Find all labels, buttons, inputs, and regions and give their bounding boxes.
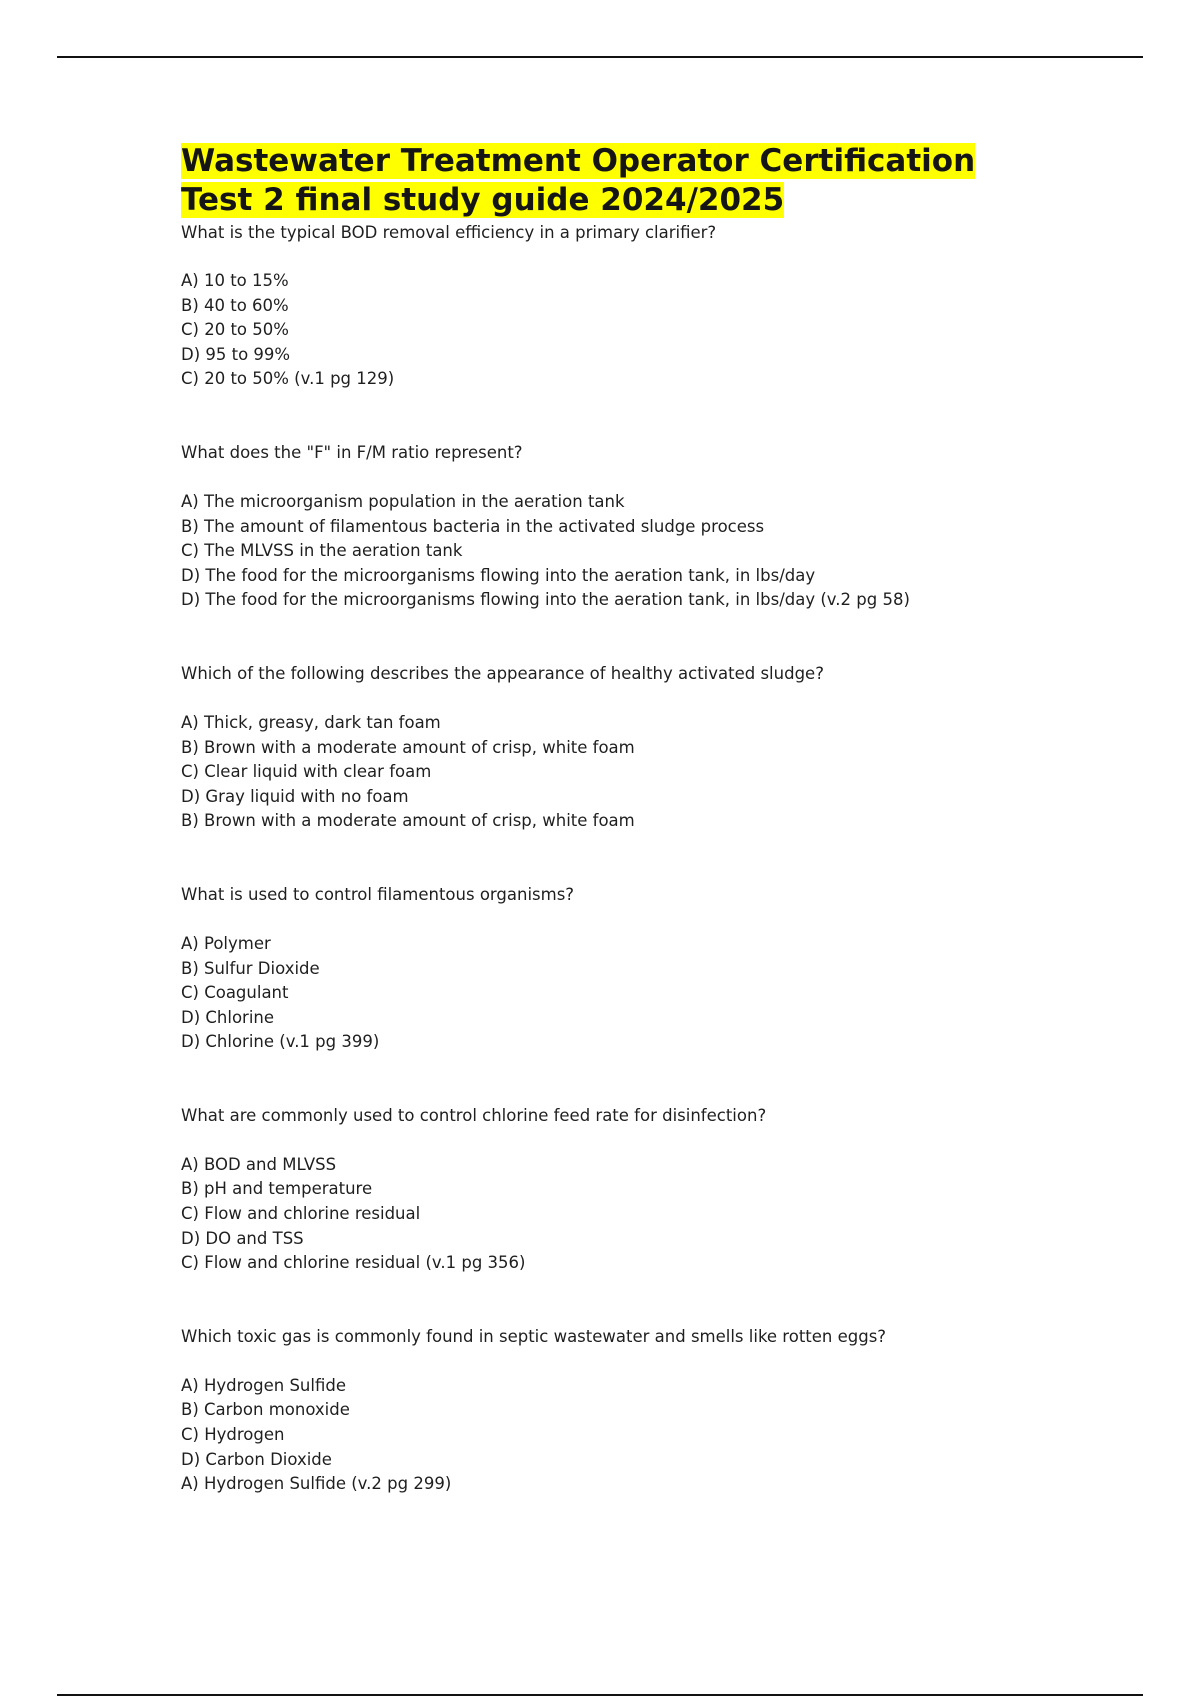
question-block-6	[181, 1326, 1061, 1497]
document-title	[181, 142, 1061, 220]
option-c: C) Coagulant	[181, 983, 289, 1003]
option-c: C) 20 to 50%	[181, 320, 289, 340]
answer-line: D) Chlorine (v.1 pg 399)	[181, 1032, 380, 1052]
option-c: C) The MLVSS in the aeration tank	[181, 541, 463, 561]
options-list	[181, 269, 1061, 392]
header-rule	[57, 56, 1143, 58]
option-a: A) Thick, greasy, dark tan foam	[181, 712, 441, 732]
option-a: A) Hydrogen Sulfide	[181, 1375, 346, 1395]
question-block-1	[181, 222, 1061, 392]
option-b: B) Sulfur Dioxide	[181, 958, 320, 978]
option-a: A) BOD and MLVSS	[181, 1154, 337, 1174]
options-list	[181, 932, 1061, 1055]
question-text: Which of the following describes the appearance of healthy activated sludge?	[181, 663, 824, 683]
question-block-3	[181, 663, 1061, 834]
question-text: Which toxic gas is commonly found in septic wastewater and smells like rotten eggs?	[181, 1326, 887, 1346]
options-list	[181, 1153, 1061, 1276]
option-a: A) 10 to 15%	[181, 271, 289, 290]
answer-line: D) The food for the microorganisms flowing into the aeration tank, in lbs/day (v.2 pg 58)	[181, 590, 910, 610]
option-b: B) pH and temperature	[181, 1179, 373, 1199]
option-d: D) Carbon Dioxide	[181, 1449, 332, 1469]
option-b: B) 40 to 60%	[181, 295, 289, 315]
question-text: What does the "F" in F/M ratio represent?	[181, 442, 523, 462]
question-text: What are commonly used to control chlorine feed rate for disinfection?	[181, 1105, 767, 1125]
options-list	[181, 1374, 1061, 1497]
option-a: A) The microorganism population in the aeration tank	[181, 491, 625, 511]
option-d: D) DO and TSS	[181, 1228, 304, 1248]
question-block-4	[181, 884, 1061, 1055]
footer-rule	[57, 1694, 1143, 1696]
options-list	[181, 490, 1061, 613]
answer-line: B) Brown with a moderate amount of crisp, white foam	[181, 811, 635, 831]
option-d: D) Chlorine	[181, 1007, 275, 1027]
question-text: What is used to control filamentous organisms?	[181, 884, 575, 904]
question-text: What is the typical BOD removal efficiency in a primary clarifier?	[181, 223, 717, 242]
question-block-2	[181, 442, 1061, 613]
option-a: A) Polymer	[181, 933, 271, 953]
option-c: C) Flow and chlorine residual	[181, 1204, 421, 1224]
answer-line: C) Flow and chlorine residual (v.1 pg 356)	[181, 1253, 526, 1273]
option-d: D) Gray liquid with no foam	[181, 786, 409, 806]
document-body	[181, 142, 1061, 1497]
option-d: D) 95 to 99%	[181, 344, 291, 364]
option-c: C) Hydrogen	[181, 1425, 285, 1445]
title-line-2: Test 2 final study guide 2024/2025	[181, 182, 785, 218]
question-block-5	[181, 1105, 1061, 1276]
option-b: B) Brown with a moderate amount of crisp, white foam	[181, 737, 635, 757]
option-c: C) Clear liquid with clear foam	[181, 762, 432, 782]
option-d: D) The food for the microorganisms flowing into the aeration tank, in lbs/day	[181, 565, 816, 585]
answer-line: A) Hydrogen Sulfide (v.2 pg 299)	[181, 1474, 452, 1494]
answer-line: C) 20 to 50% (v.1 pg 129)	[181, 369, 395, 389]
title-line-1: Wastewater Treatment Operator Certification	[181, 143, 976, 179]
options-list	[181, 711, 1061, 834]
option-b: B) Carbon monoxide	[181, 1400, 350, 1420]
option-b: B) The amount of filamentous bacteria in the activated sludge process	[181, 516, 765, 536]
